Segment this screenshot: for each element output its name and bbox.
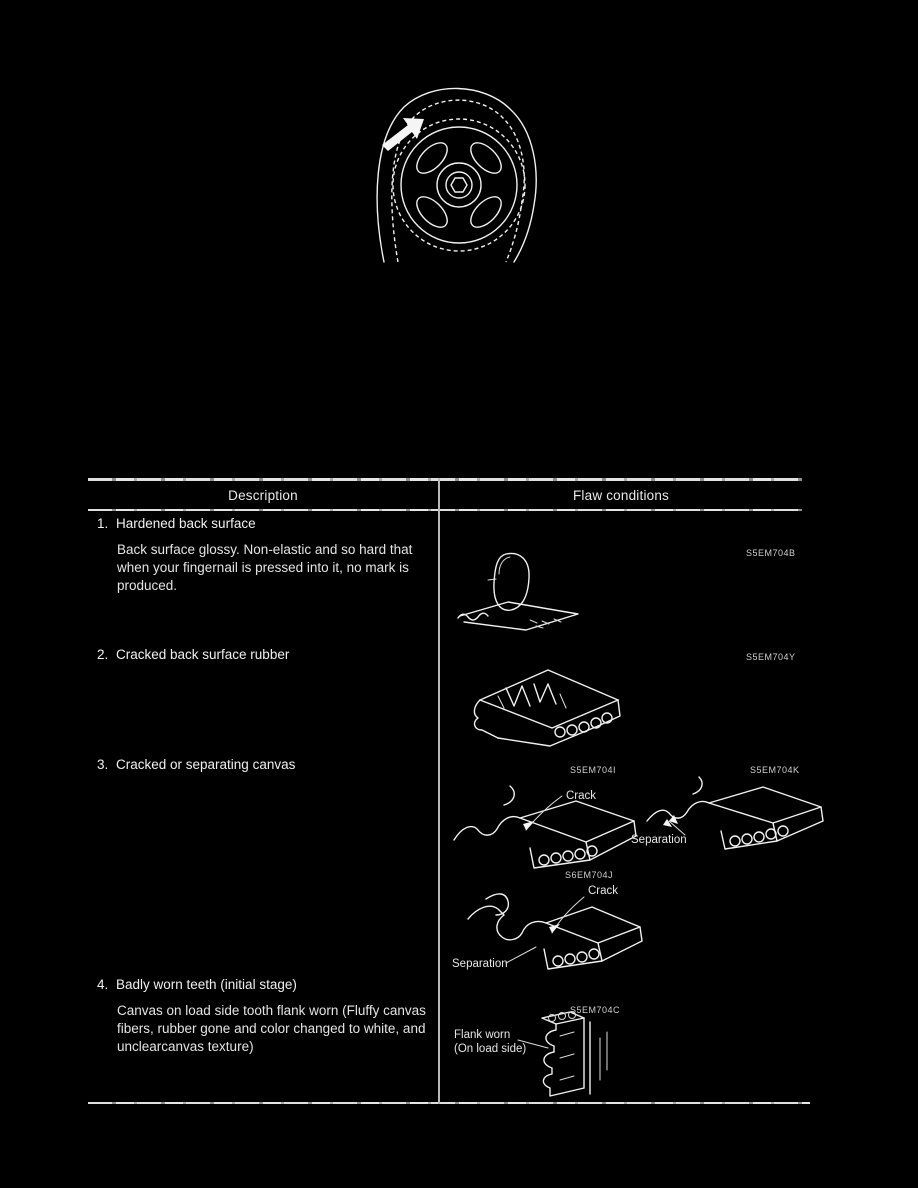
figure-code: S5EM704K <box>750 765 800 775</box>
row1-description: Back surface glossy. Non-elastic and so hard that when your fingernail is pressed into it, no mark is produced. <box>117 542 413 593</box>
row3-title: 3. Cracked or separating canvas <box>97 757 296 772</box>
row4-title: 4. Badly worn teeth (initial stage) <box>97 977 297 992</box>
figure-code: S5EM704B <box>746 548 796 558</box>
callout-flank-worn-line1: Flank worn <box>454 1029 511 1041</box>
column-header-description: Description <box>228 488 298 503</box>
row1-number: 1. <box>97 516 109 531</box>
figure-code: S5EM704C <box>570 1005 621 1015</box>
crack-and-separation-drawing <box>448 877 668 977</box>
separating-canvas-drawing <box>613 773 838 858</box>
table-top-border <box>88 478 802 481</box>
callout-crack: Crack <box>588 885 619 897</box>
table-header-underline <box>88 509 802 511</box>
rotation-arrow-icon <box>382 118 424 151</box>
row3-number: 3. <box>97 757 109 772</box>
figure-code: S5EM704Y <box>746 652 796 662</box>
row4-description: Canvas on load side tooth flank worn (Fluffy canvas fibers, rubber gone and color changed to white, and unclearcanvas texture) <box>117 1003 426 1054</box>
column-header-flaw-conditions: Flaw conditions <box>572 488 670 503</box>
fingernail-press-test-drawing <box>450 550 590 638</box>
worn-tooth-flank-drawing <box>450 1008 635 1103</box>
row2-number: 2. <box>97 647 109 662</box>
callout-separation: Separation <box>452 958 508 970</box>
timing-belt-sprocket-drawing <box>368 85 548 262</box>
figure-code: S6EM704J <box>565 870 614 880</box>
callout-flank-worn-line2: (On load side) <box>454 1043 527 1055</box>
figure-code: S5EM704I <box>570 765 617 775</box>
row4-number: 4. <box>97 977 109 992</box>
row2-title: 2. Cracked back surface rubber <box>97 647 290 662</box>
row1-title: 1. Hardened back surface <box>97 516 256 531</box>
callout-crack: Crack <box>566 790 597 802</box>
callout-separation: Separation <box>631 834 687 846</box>
table-bottom-border <box>88 1102 810 1104</box>
cracked-back-rubber-drawing <box>448 660 633 750</box>
